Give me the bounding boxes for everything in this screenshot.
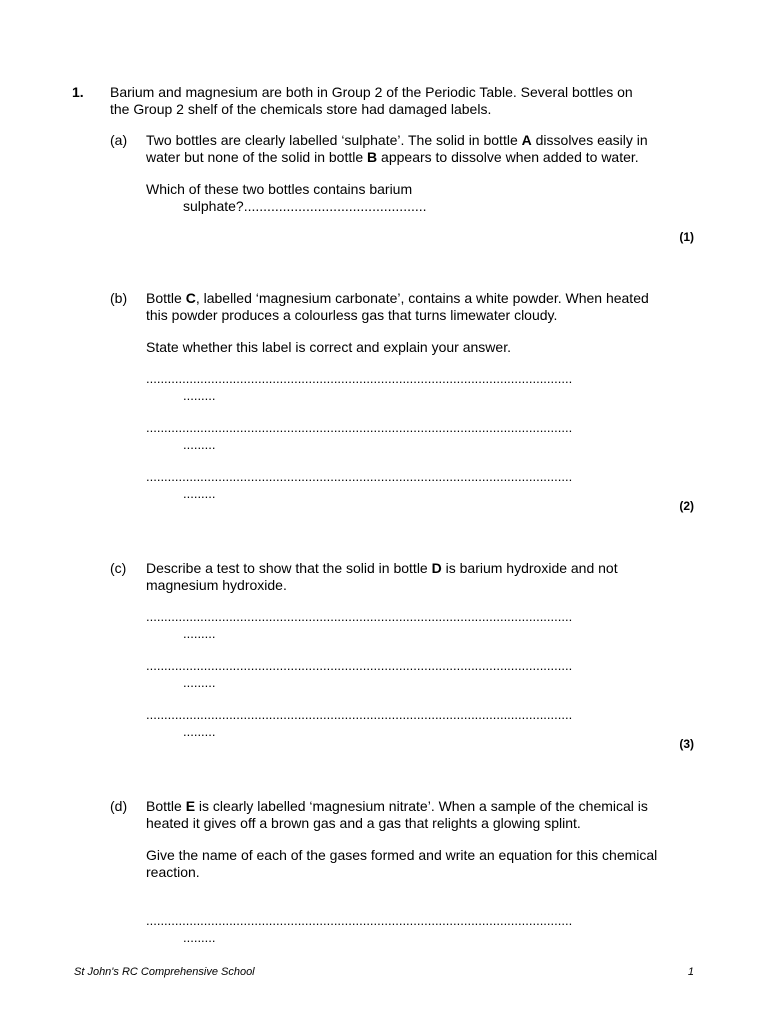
answer-dots-tail: ......... — [183, 930, 216, 945]
part-d-prompt: Give the name of each of the gases formed and write an equation for this chemical reaction. — [146, 847, 658, 880]
answer-dots: ...................................................................................................................... — [146, 420, 573, 435]
answer-dots: ...................................................................................................................... — [146, 371, 573, 386]
part-b-stem — [146, 290, 658, 324]
bottle-c-label: C — [185, 290, 196, 306]
part-c-label: (c) — [110, 560, 127, 576]
answer-dots: ...................................................................................................................... — [146, 658, 573, 673]
answer-line[interactable] — [146, 370, 572, 404]
page-number: 1 — [687, 966, 694, 978]
part-d-stem — [146, 798, 658, 832]
part-a-answer-line[interactable]: sulphate?............................................... — [183, 198, 427, 214]
part-d-text: Bottle — [146, 798, 186, 814]
part-a-text: appears to dissolve when added to water. — [377, 149, 639, 165]
question-intro: Barium and magnesium are both in Group 2 of the Periodic Table. Several bottles on the Group 2 shelf of the chemicals store had damaged labels. — [110, 84, 633, 117]
answer-dots-tail: ......... — [183, 724, 216, 739]
answer-dots-tail: ......... — [183, 388, 216, 403]
part-a-prompt-line: Which of these two bottles contains barium — [146, 181, 413, 197]
answer-line[interactable] — [146, 608, 572, 642]
part-b-marks: (2) — [679, 499, 694, 513]
part-a-label: (a) — [110, 132, 128, 148]
part-c-body — [146, 560, 658, 594]
answer-line[interactable] — [146, 706, 572, 740]
part-c-text: is barium hydroxide and not magnesium hydroxide. — [146, 560, 618, 593]
part-b-text: Bottle — [146, 290, 186, 306]
part-a-text: Two bottles are clearly labelled ‘sulphate’. The solid in bottle — [146, 132, 522, 148]
answer-dots-tail: ......... — [183, 486, 216, 501]
part-a-marks: (1) — [679, 230, 694, 244]
answer-dots-tail: ......... — [183, 675, 216, 690]
part-b-text: , labelled ‘magnesium carbonate’, contains a white powder. When heated this powder produces a colourless gas that turns limewater cloudy. — [146, 290, 649, 323]
part-d-text: is clearly labelled ‘magnesium nitrate’. When a sample of the chemical is heated it gives off a brown gas and a gas that relights a glowing splint. — [146, 798, 648, 831]
part-d-body — [146, 798, 658, 881]
answer-dots-tail: ......... — [183, 626, 216, 641]
answer-dots: ...................................................................................................................... — [146, 913, 573, 928]
part-a-prompt — [146, 181, 658, 215]
bottle-b-label: B — [367, 149, 378, 165]
part-c-marks: (3) — [679, 737, 694, 751]
answer-dots: ...................................................................................................................... — [146, 609, 573, 624]
answer-line[interactable] — [146, 468, 572, 502]
question-number: 1. — [72, 84, 84, 100]
answer-dots: ...................................................................................................................... — [146, 469, 573, 484]
part-c-stem — [146, 560, 658, 594]
part-b-body — [146, 290, 658, 356]
part-b-label: (b) — [110, 290, 128, 306]
answer-line[interactable] — [146, 912, 572, 946]
part-a-body — [146, 132, 658, 215]
part-a-stem — [146, 132, 658, 166]
bottle-a-label: A — [521, 132, 532, 148]
answer-line[interactable] — [146, 657, 572, 691]
part-a-text: dissolves easily in water but none of the solid in bottle — [146, 132, 648, 165]
answer-dots: ...................................................................................................................... — [146, 707, 573, 722]
part-c-text: Describe a test to show that the solid in bottle — [146, 560, 432, 576]
part-b-prompt: State whether this label is correct and explain your answer. — [146, 339, 511, 355]
answer-dots-tail: ......... — [183, 437, 216, 452]
bottle-d-label: D — [431, 560, 442, 576]
answer-line[interactable] — [146, 419, 572, 453]
footer-school-name: St John's RC Comprehensive School — [74, 966, 255, 978]
part-d-label: (d) — [110, 798, 128, 814]
bottle-e-label: E — [185, 798, 196, 814]
